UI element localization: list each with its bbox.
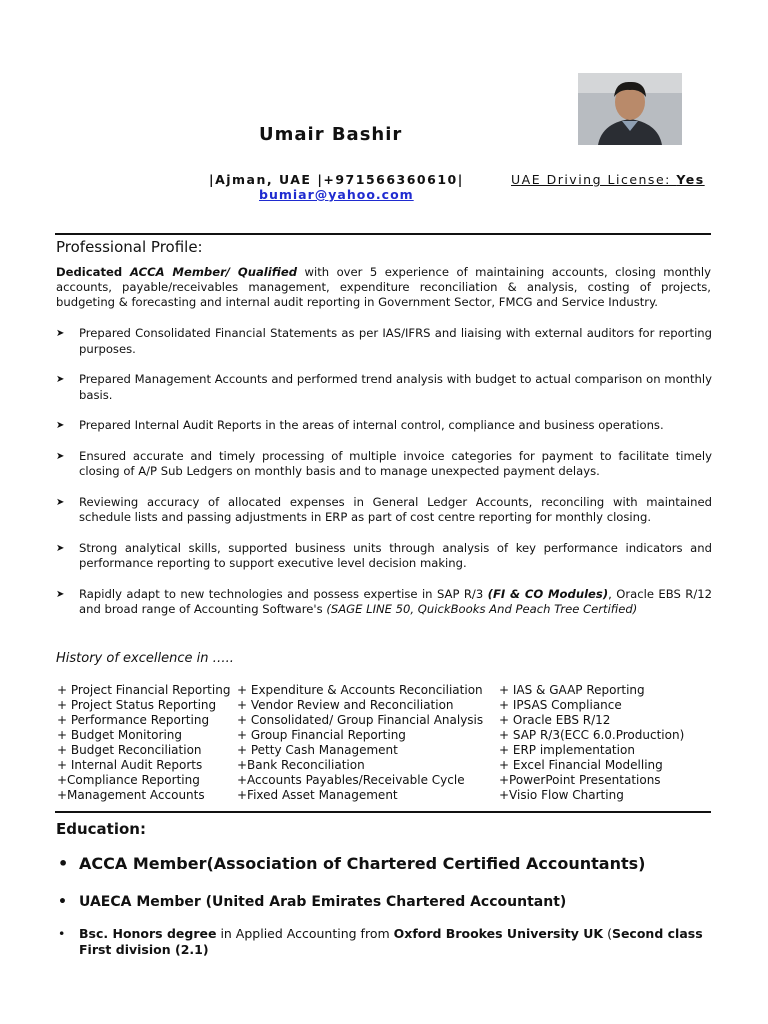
list-item: • Bsc. Honors degree in Applied Accounting from Oxford Brookes University UK (Second class First division (2.1) <box>58 926 703 957</box>
list-item: + Project Status Reporting <box>57 698 217 712</box>
arrow-bullet-icon: ➤ <box>56 588 65 600</box>
history-column-1 <box>57 683 230 803</box>
list-item: + Performance Reporting <box>57 713 210 727</box>
education-item-bsc <box>56 926 716 958</box>
bullet-dot-icon: • <box>58 894 67 910</box>
arrow-bullet-icon: ➤ <box>56 450 65 462</box>
license-label: UAE Driving License: <box>511 172 677 187</box>
list-item: ➤ Prepared Management Accounts and performed trend analysis with budget to actual comparison on monthly basis. <box>56 372 712 402</box>
list-item: + Budget Monitoring <box>57 728 183 742</box>
list-item: +Compliance Reporting <box>57 773 200 787</box>
history-heading: History of excellence in ….. <box>56 651 234 666</box>
list-item: ➤ Prepared Consolidated Financial Statements as per IAS/IFRS and liaising with external auditors for reporting purposes. <box>56 326 712 356</box>
arrow-bullet-icon: ➤ <box>56 374 65 385</box>
arrow-bullet-icon: ➤ <box>56 542 65 554</box>
bullet-dot-icon: • <box>58 926 66 941</box>
education-item-uaeca <box>56 894 716 910</box>
list-item: + Expenditure & Accounts Reconciliation <box>237 683 483 697</box>
list-item: + SAP R/3(ECC 6.0.Production) <box>499 728 685 742</box>
list-item: +Bank Reconciliation <box>237 758 365 772</box>
intro-bold: ACCA Member/ Qualified <box>130 265 298 279</box>
list-item: ➤ Ensured accurate and timely processing of multiple invoice categories for payment to facilitate timely closing of A/P Sub Ledgers on monthly basis and to manage unexpected payment delays. <box>56 448 712 478</box>
profile-heading: Professional Profile: <box>56 238 203 256</box>
list-item: ➤ Prepared Internal Audit Reports in the areas of internal control, compliance and business operations. <box>56 418 664 432</box>
history-column-2 <box>237 683 483 803</box>
list-item: + IAS & GAAP Reporting <box>499 683 645 697</box>
list-item: + Project Financial Reporting <box>57 683 231 697</box>
intro-lead: Dedicated <box>56 265 130 279</box>
bullet-dot-icon: • <box>58 854 69 873</box>
list-item: + Vendor Review and Reconciliation <box>237 698 454 712</box>
profile-intro <box>56 265 711 310</box>
list-item: ➤ Strong analytical skills, supported business units through analysis of key performance indicators and performance reporting to support executive level decision making. <box>56 540 712 570</box>
intro-rest: with over 5 experience of maintaining accounts, closing monthly accounts, payable/receivables management, expenditure reconciliation & analysis, costing of projects, budgeting & forecasting and internal audit reporting in Government Sector, FMCG and Service Industry. <box>56 265 711 309</box>
list-item: • UAECA Member (United Arab Emirates Chartered Accountant) <box>58 894 567 910</box>
list-item: + Group Financial Reporting <box>237 728 406 742</box>
divider <box>55 233 711 235</box>
education-item-acca <box>56 854 716 873</box>
contact-line: |Ajman, UAE |+971566360610| <box>209 172 464 187</box>
list-item: + ERP implementation <box>499 743 635 757</box>
list-item: + Consolidated/ Group Financial Analysis <box>237 713 484 727</box>
arrow-bullet-icon: ➤ <box>56 420 65 431</box>
driving-license <box>511 172 705 187</box>
list-item: • ACCA Member(Association of Chartered Certified Accountants) <box>58 854 646 873</box>
list-item: +Fixed Asset Management <box>237 788 398 802</box>
list-item: + Oracle EBS R/12 <box>499 713 611 727</box>
education-heading: Education: <box>56 820 146 838</box>
list-item: + Excel Financial Modelling <box>499 758 663 772</box>
list-item: ➤ Rapidly adapt to new technologies and possess expertise in SAP R/3 (FI & CO Modules), Oracle EBS R/12 and broad range of Accounting Software's (SAGE LINE 50, QuickBooks And Peach Tree Certified) <box>56 586 712 616</box>
profile-bullets <box>56 326 712 633</box>
profile-photo <box>578 73 682 145</box>
list-item: + Budget Reconciliation <box>57 743 202 757</box>
list-item: + Petty Cash Management <box>237 743 398 757</box>
candidate-name: Umair Bashir <box>259 124 403 145</box>
arrow-bullet-icon: ➤ <box>56 328 65 339</box>
divider <box>55 811 711 813</box>
history-column-3 <box>499 683 684 803</box>
list-item: + IPSAS Compliance <box>499 698 622 712</box>
arrow-bullet-icon: ➤ <box>56 496 65 508</box>
list-item: ➤ Reviewing accuracy of allocated expenses in General Ledger Accounts, reconciling with maintained schedule lists and passing adjustments in ERP as part of cost centre reporting for monthly closing. <box>56 494 712 524</box>
license-value: Yes <box>676 172 705 187</box>
list-item: +Accounts Payables/Receivable Cycle <box>237 773 465 787</box>
list-item: +Visio Flow Charting <box>499 788 624 802</box>
list-item: + Internal Audit Reports <box>57 758 203 772</box>
list-item: +Management Accounts <box>57 788 205 802</box>
email-link[interactable]: bumiar@yahoo.com <box>259 187 414 202</box>
list-item: +PowerPoint Presentations <box>499 773 661 787</box>
